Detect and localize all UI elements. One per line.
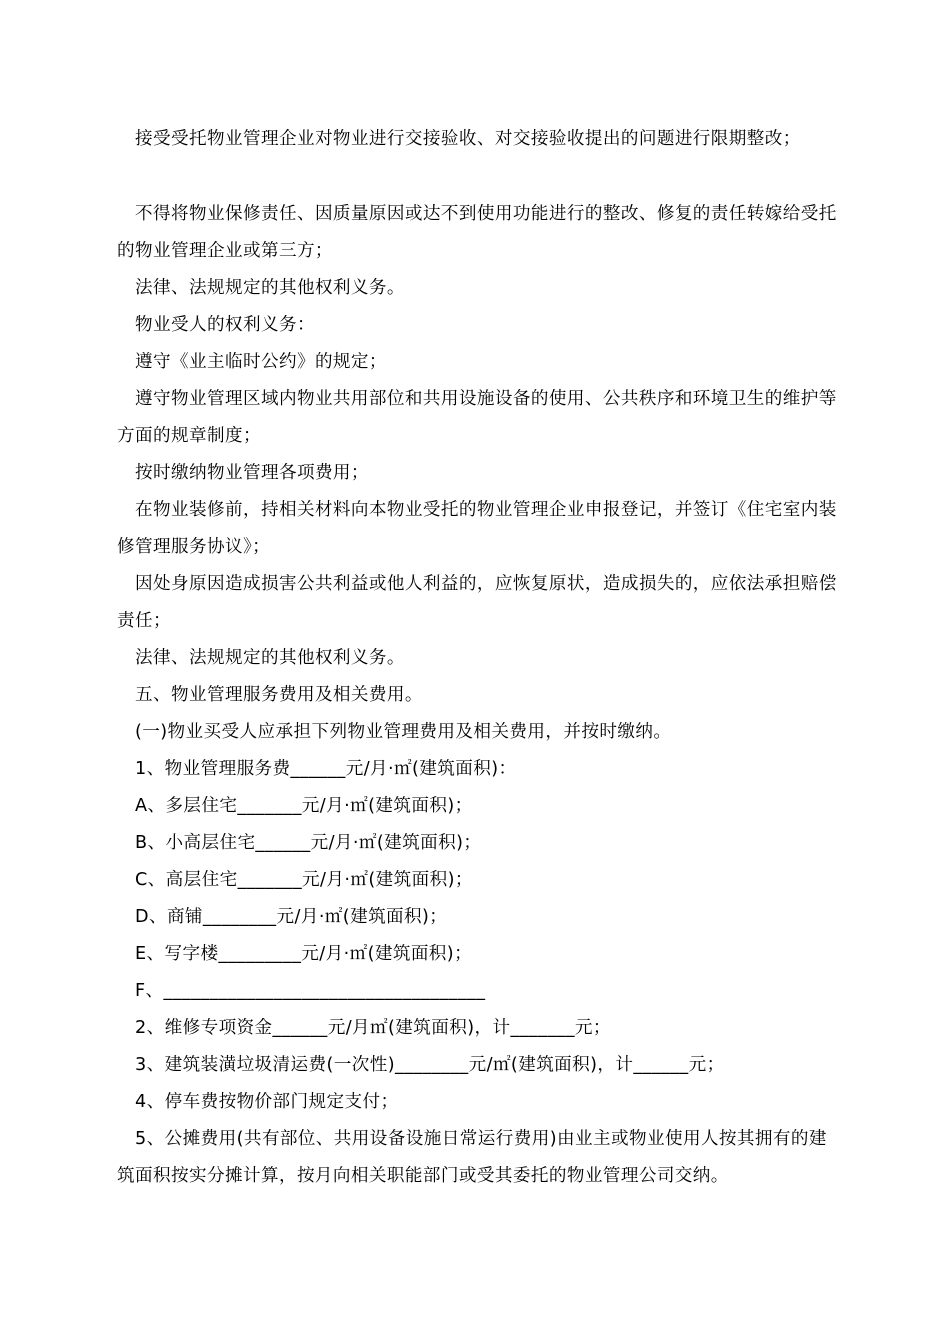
fee-item-d: D、商铺________元/月·㎡(建筑面积)； — [135, 907, 448, 927]
paragraph-buyer-rights-heading: 物业受人的权利义务： — [135, 315, 315, 335]
fee-item-a: A、多层住宅_______元/月·㎡(建筑面积)； — [135, 796, 473, 816]
fee-item-f: F、___________________________________ — [135, 981, 486, 1001]
paragraph-comply-convention: 遵守《业主临时公约》的规定； — [135, 352, 387, 372]
paragraph-other-rights-2: 法律、法规规定的其他权利义务。 — [135, 648, 405, 668]
paragraph-other-rights-1: 法律、法规规定的其他权利义务。 — [135, 278, 405, 298]
section-heading-fees: 五、物业管理服务费用及相关费用。 — [135, 685, 423, 705]
paragraph-pay-fees: 按时缴纳物业管理各项费用； — [135, 463, 369, 483]
fee-item-parking: 4、停车费按物价部门规定支付； — [135, 1092, 399, 1112]
fee-item-b: B、小高层住宅______元/月·㎡(建筑面积)； — [135, 833, 482, 853]
fee-item-shared-costs: 5、公摊费用(共有部位、共用设备设施日常运行费用)由业主或物业使用人按其拥有的建筑面积按实分摊计算，按月向相关职能部门或受其委托的物业管理公司交纳。 — [117, 1129, 827, 1186]
paragraph-renovation-registration: 在物业装修前，持相关材料向本物业受托的物业管理企业申报登记，并签订《住宅室内装修管理服务协议》； — [117, 500, 837, 557]
fee-item-c: C、高层住宅_______元/月·㎡(建筑面积)； — [135, 870, 473, 890]
paragraph-comply-rules: 遵守物业管理区域内物业共用部位和共用设施设备的使用、公共秩序和环境卫生的维护等方面的规章制度； — [117, 389, 837, 446]
fee-item-e: E、写字楼_________元/月·㎡(建筑面积)； — [135, 944, 473, 964]
fee-item-garbage-removal: 3、建筑装潢垃圾清运费(一次性)________元/㎡(建筑面积)，计______元； — [135, 1055, 725, 1075]
paragraph-warranty-responsibility: 不得将物业保修责任、因质量原因或达不到使用功能进行的整改、修复的责任转嫁给受托的物业管理企业或第三方； — [117, 204, 837, 261]
paragraph-damage-liability: 因处身原因造成损害公共利益或他人利益的，应恢复原状，造成损失的，应依法承担赔偿责任； — [117, 574, 837, 631]
paragraph-fees-intro: (一)物业买受人应承担下列物业管理费用及相关费用，并按时缴纳。 — [135, 722, 672, 742]
fee-item-service: 1、物业管理服务费______元/月·㎡(建筑面积)： — [135, 759, 517, 779]
paragraph-handover-acceptance: 接受受托物业管理企业对物业进行交接验收、对交接验收提出的问题进行限期整改； — [135, 129, 801, 149]
fee-item-maintenance-fund: 2、维修专项资金______元/月㎡(建筑面积)，计_______元； — [135, 1018, 611, 1038]
